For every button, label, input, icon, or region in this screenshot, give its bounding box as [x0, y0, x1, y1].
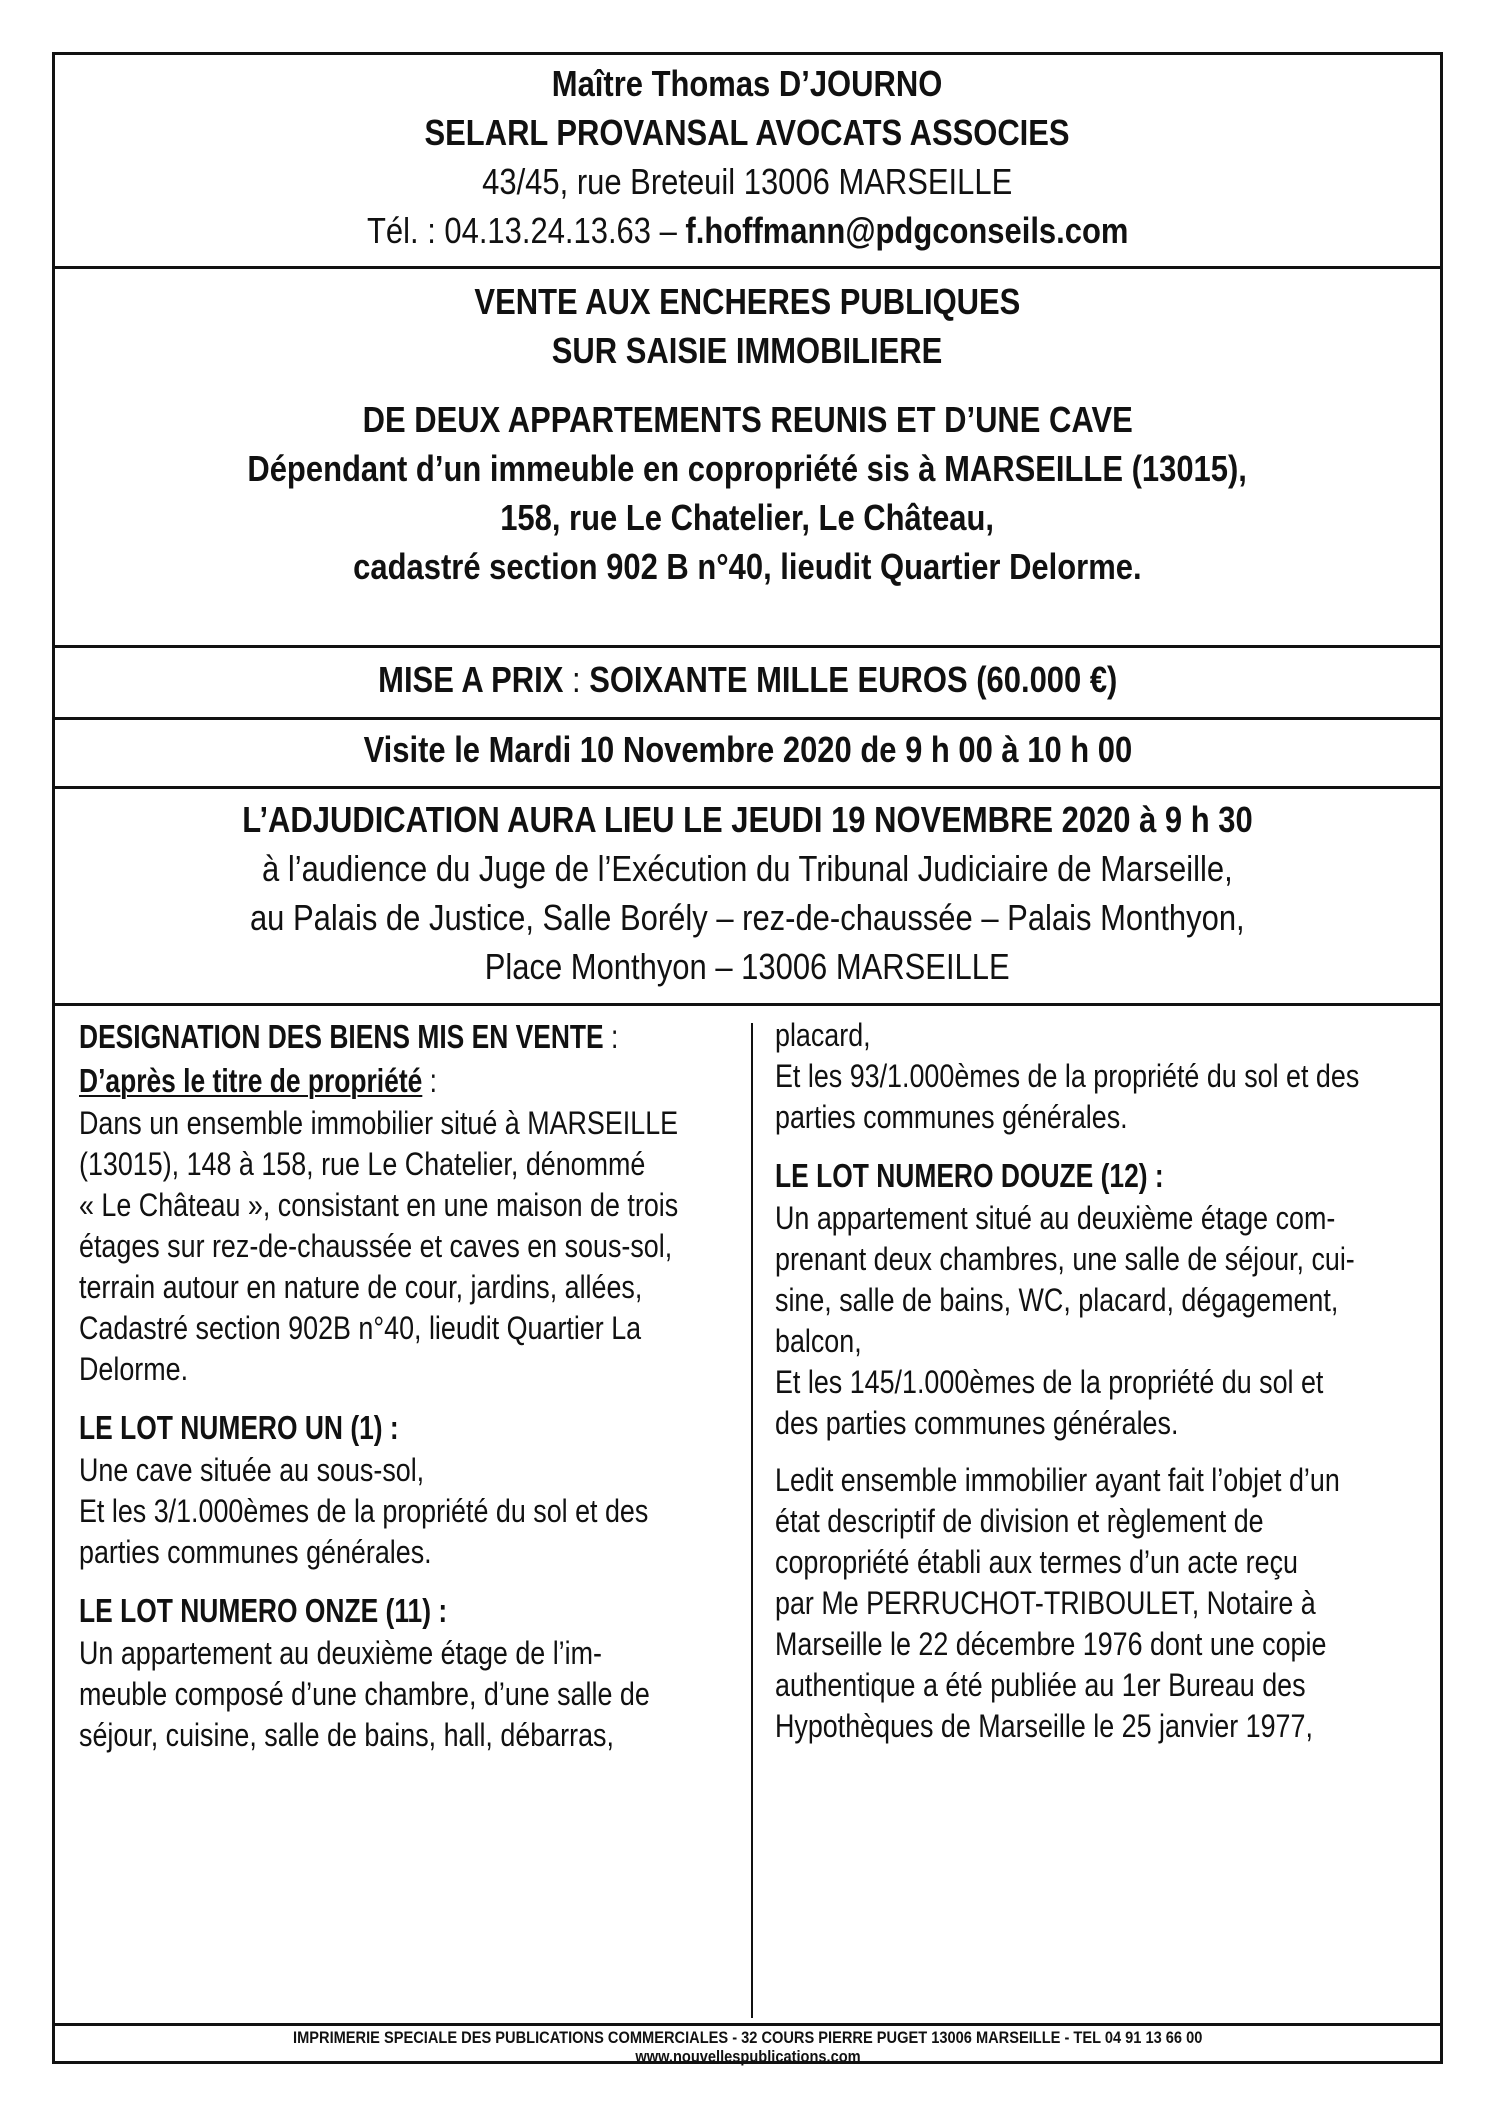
price-separator: :	[563, 659, 589, 700]
firm-address: 43/45, rue Breteuil 13006 MARSEILLE	[482, 161, 1013, 202]
lot12-line: Et les 145/1.000èmes de la propriété du sol et	[775, 1364, 1324, 1400]
divider	[55, 266, 1440, 269]
lot11-cont-line: Et les 93/1.000èmes de la propriété du sol et des	[775, 1058, 1360, 1094]
left-column	[79, 1015, 719, 1756]
lawyer-header	[55, 59, 1440, 255]
copro-line: Marseille le 22 décembre 1976 dont une copie	[775, 1626, 1327, 1662]
lot1-line: Une cave située au sous-sol,	[79, 1452, 425, 1488]
designation-body	[55, 1015, 1440, 2020]
copro-line: Hypothèques de Marseille le 25 janvier 1977,	[775, 1708, 1313, 1744]
intro-line: terrain autour en nature de cour, jardins, allées,	[79, 1269, 643, 1305]
lot11-line: Un appartement au deuxième étage de l’im-	[79, 1635, 602, 1671]
designation-heading: DESIGNATION DES BIENS MIS EN VENTE :	[79, 1018, 619, 1055]
sale-object-line2: Dépendant d’un immeuble en copropriété sis à MARSEILLE (13015),	[247, 448, 1248, 489]
lot12-line: sine, salle de bains, WC, placard, dégagement,	[775, 1282, 1339, 1318]
adjudication-line1: à l’audience du Juge de l’Exécution du Tribunal Judiciaire de Marseille,	[262, 848, 1233, 889]
lot12-line: des parties communes générales.	[775, 1405, 1179, 1441]
adjudication-line2: au Palais de Justice, Salle Borély – rez-de-chaussée – Palais Monthyon,	[250, 897, 1245, 938]
lot12-heading: LE LOT NUMERO DOUZE (12) :	[775, 1157, 1164, 1194]
sale-object-line1: DE DEUX APPARTEMENTS REUNIS ET D’UNE CAVE	[362, 399, 1133, 440]
divider	[55, 717, 1440, 720]
firm-phone: Tél. : 04.13.24.13.63 –	[366, 210, 686, 251]
lot11-heading: LE LOT NUMERO ONZE (11) :	[79, 1592, 448, 1629]
lot1-line: Et les 3/1.000èmes de la propriété du sol et des	[79, 1493, 649, 1529]
intro-line: Cadastré section 902B n°40, lieudit Quartier La	[79, 1310, 642, 1346]
lot12-line: Un appartement situé au deuxième étage com-	[775, 1200, 1336, 1236]
intro-line: Dans un ensemble immobilier situé à MARSEILLE	[79, 1105, 679, 1141]
firm-name: SELARL PROVANSAL AVOCATS ASSOCIES	[424, 112, 1071, 153]
divider	[55, 786, 1440, 789]
intro-line: étages sur rez-de-chaussée et caves en sous-sol,	[79, 1228, 673, 1264]
copro-line: Ledit ensemble immobilier ayant fait l’objet d’un	[775, 1462, 1340, 1498]
lawyer-name: Maître Thomas D’JOURNO	[552, 63, 943, 104]
divider	[55, 2023, 1440, 2026]
lot12-line: prenant deux chambres, une salle de séjour, cui-	[775, 1241, 1355, 1277]
intro-line: « Le Château », consistant en une maison de trois	[79, 1187, 679, 1223]
lot12-line: balcon,	[775, 1323, 862, 1359]
intro-line: (13015), 148 à 158, rue Le Chatelier, dénommé	[79, 1146, 646, 1182]
lot11-cont-line: parties communes générales.	[775, 1099, 1128, 1135]
adjudication-line3: Place Monthyon – 13006 MARSEILLE	[485, 946, 1010, 987]
adjudication-title: L’ADJUDICATION AURA LIEU LE JEUDI 19 NOVEMBRE 2020 à 9 h 30	[242, 799, 1253, 840]
lot1-line: parties communes générales.	[79, 1534, 432, 1570]
sale-title	[55, 277, 1440, 375]
price-value: SOIXANTE MILLE EUROS (60.000 €)	[588, 659, 1118, 700]
adjudication-info	[55, 795, 1440, 991]
divider	[55, 645, 1440, 648]
copro-line: authentique a été publiée au 1er Bureau des	[775, 1667, 1306, 1703]
column-divider	[751, 1023, 753, 2018]
notice-frame	[52, 52, 1443, 2064]
sale-object	[55, 395, 1440, 591]
printer-footer	[55, 2028, 1440, 2066]
divider	[55, 1003, 1440, 1006]
intro-line: Delorme.	[79, 1351, 189, 1387]
firm-email: f.hoffmann@pdgconseils.com	[685, 210, 1129, 251]
lot11-cont-line: placard,	[775, 1017, 871, 1053]
sale-title-line2: SUR SAISIE IMMOBILIERE	[552, 330, 943, 371]
lot11-line: meuble composé d’une chambre, d’une salle de	[79, 1676, 650, 1712]
copro-line: copropriété établi aux termes d’un acte reçu	[775, 1544, 1298, 1580]
visit-text: Visite le Mardi 10 Novembre 2020 de 9 h 00 à 10 h 00	[363, 729, 1132, 770]
sale-object-line4: cadastré section 902 B n°40, lieudit Quartier Delorme.	[353, 546, 1142, 587]
title-heading: D’après le titre de propriété :	[79, 1062, 437, 1099]
website-link[interactable]: www.nouvellespublications.com	[634, 2047, 861, 2066]
price-label: MISE A PRIX	[377, 659, 564, 700]
lot1-heading: LE LOT NUMERO UN (1) :	[79, 1409, 399, 1446]
sale-object-line3: 158, rue Le Chatelier, Le Château,	[500, 497, 995, 538]
printer-info: IMPRIMERIE SPECIALE DES PUBLICATIONS COMMERCIALES - 32 COURS PIERRE PUGET 13006 MARSEILLE - TEL 04 91 13 66 00	[292, 2028, 1203, 2047]
copro-line: état descriptif de division et règlement de	[775, 1503, 1264, 1539]
visit-info	[55, 725, 1440, 774]
copro-line: par Me PERRUCHOT-TRIBOULET, Notaire à	[775, 1585, 1316, 1621]
right-column	[775, 1015, 1415, 1747]
sale-title-line1: VENTE AUX ENCHERES PUBLIQUES	[474, 281, 1021, 322]
starting-price	[55, 655, 1440, 704]
lot11-line: séjour, cuisine, salle de bains, hall, débarras,	[79, 1717, 614, 1753]
